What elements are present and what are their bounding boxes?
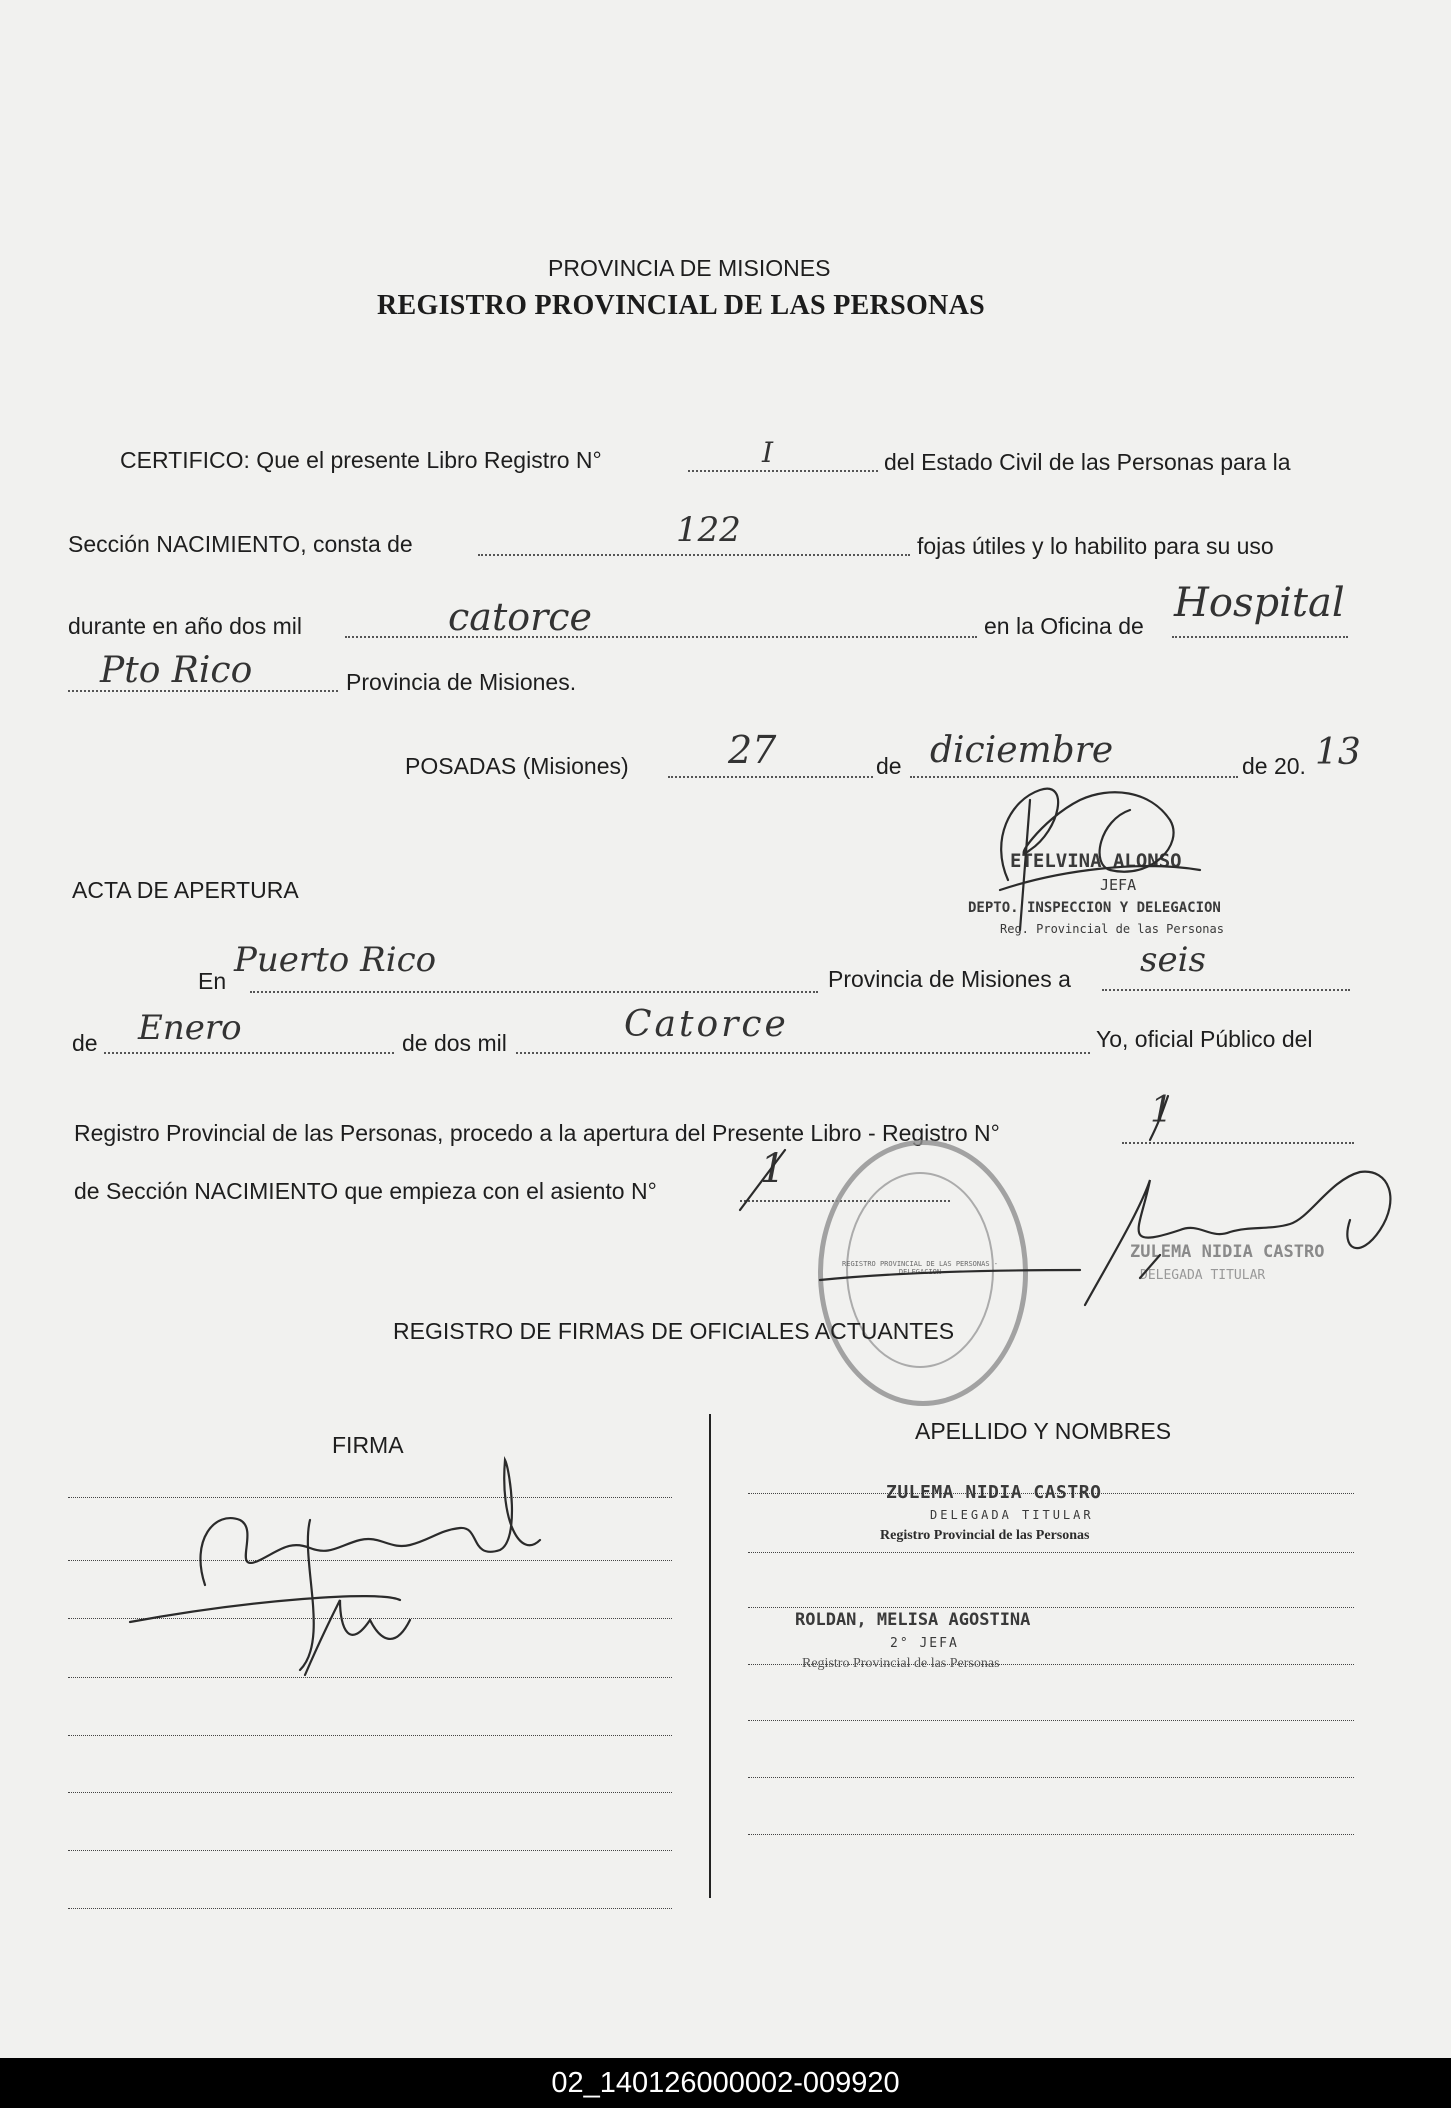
book-no-handwritten: I (762, 436, 774, 469)
year-suffix-handwritten: 13 (1315, 732, 1361, 773)
year-prefix-label: de 20. (1242, 753, 1306, 779)
official-1-name: ZULEMA NIDIA CASTRO (886, 1482, 1102, 1503)
firma-signature (130, 1460, 540, 1675)
certifico-line3-mid: en la Oficina de (984, 613, 1144, 639)
certifico-line2-end: fojas útiles y lo habilito para su uso (917, 533, 1274, 559)
stamp-right-role: DELEGADA TITULAR (1140, 1268, 1266, 1283)
acta-title: ACTA DE APERTURA (72, 877, 299, 903)
round-seal-text: REGISTRO PROVINCIAL DE LAS PERSONAS - DELEGACION (842, 1260, 998, 1276)
top-signature (1000, 789, 1200, 930)
office-word-handwritten: Hospital (1174, 580, 1345, 626)
col-nombres-header: APELLIDO Y NOMBRES (915, 1418, 1172, 1444)
certifico-line4-end: Provincia de Misiones. (346, 669, 577, 695)
date-place-label: POSADAS (Misiones) (405, 753, 629, 779)
certifico-line1-end: del Estado Civil de las Personas para la (884, 449, 1291, 475)
stamp-top-role: JEFA (1100, 876, 1137, 894)
month-handwritten: diciembre (930, 730, 1114, 771)
acta-day-handwritten: seis (1140, 940, 1206, 980)
official-2-office: Registro Provincial de las Personas (802, 1656, 1000, 1671)
official-1-office: Registro Provincial de las Personas (880, 1528, 1090, 1543)
stamp-top-office: Reg. Provincial de las Personas (1000, 922, 1224, 936)
registry-heading: REGISTRO PROVINCIAL DE LAS PERSONAS (377, 290, 985, 321)
date-de-label: de (876, 753, 902, 779)
province-heading: PROVINCIA DE MISIONES (548, 255, 831, 281)
right-signature (820, 1172, 1390, 1305)
official-2-role: 2° JEFA (890, 1636, 959, 1651)
fojas-handwritten: 122 (676, 510, 741, 550)
certifico-line1-start: CERTIFICO: Que el presente Libro Registro N° (120, 447, 602, 473)
acta-prov-label: Provincia de Misiones a (828, 966, 1071, 992)
document-id-footer: 02_140126000002-009920 (0, 2058, 1451, 2108)
acta-en-label: En (198, 968, 227, 994)
official-1-role: DELEGADA TITULAR (930, 1508, 1094, 1522)
stamp-top-dept: DEPTO. INSPECCION Y DELEGACION (968, 900, 1221, 916)
certifico-line3-start: durante en año dos mil (68, 613, 302, 639)
acta-yo-label: Yo, oficial Público del (1096, 1026, 1313, 1052)
acta-asiento-handwritten: 1 (760, 1146, 786, 1192)
official-2-name: ROLDAN, MELISA AGOSTINA (795, 1610, 1031, 1630)
stamp-right-name: ZULEMA NIDIA CASTRO (1130, 1242, 1325, 1262)
acta-dos-mil-label: de dos mil (402, 1030, 507, 1056)
acta-line3: Registro Provincial de las Personas, procedo a la apertura del Presente Libro - Registro N° (74, 1120, 1000, 1146)
col-firma-header: FIRMA (332, 1432, 404, 1458)
asiento-stroke (740, 1150, 785, 1210)
certifico-line2-start: Sección NACIMIENTO, consta de (68, 531, 413, 557)
acta-de-label: de (72, 1030, 98, 1056)
acta-line4: de Sección NACIMIENTO que empieza con el asiento N° (74, 1178, 657, 1204)
book-stroke (1150, 1096, 1168, 1140)
day-handwritten: 27 (728, 728, 777, 772)
year-word-handwritten: catorce (448, 595, 593, 639)
firmas-title: REGISTRO DE FIRMAS DE OFICIALES ACTUANTES (393, 1318, 955, 1344)
acta-book-handwritten: 1 (1150, 1090, 1173, 1131)
acta-month-handwritten: Enero (138, 1008, 242, 1048)
office-place-handwritten: Pto Rico (100, 650, 253, 691)
acta-year-handwritten: Catorce (624, 1004, 789, 1045)
stamp-top-name: ETELVINA ALONSO (1010, 850, 1182, 872)
acta-place-handwritten: Puerto Rico (234, 940, 437, 980)
